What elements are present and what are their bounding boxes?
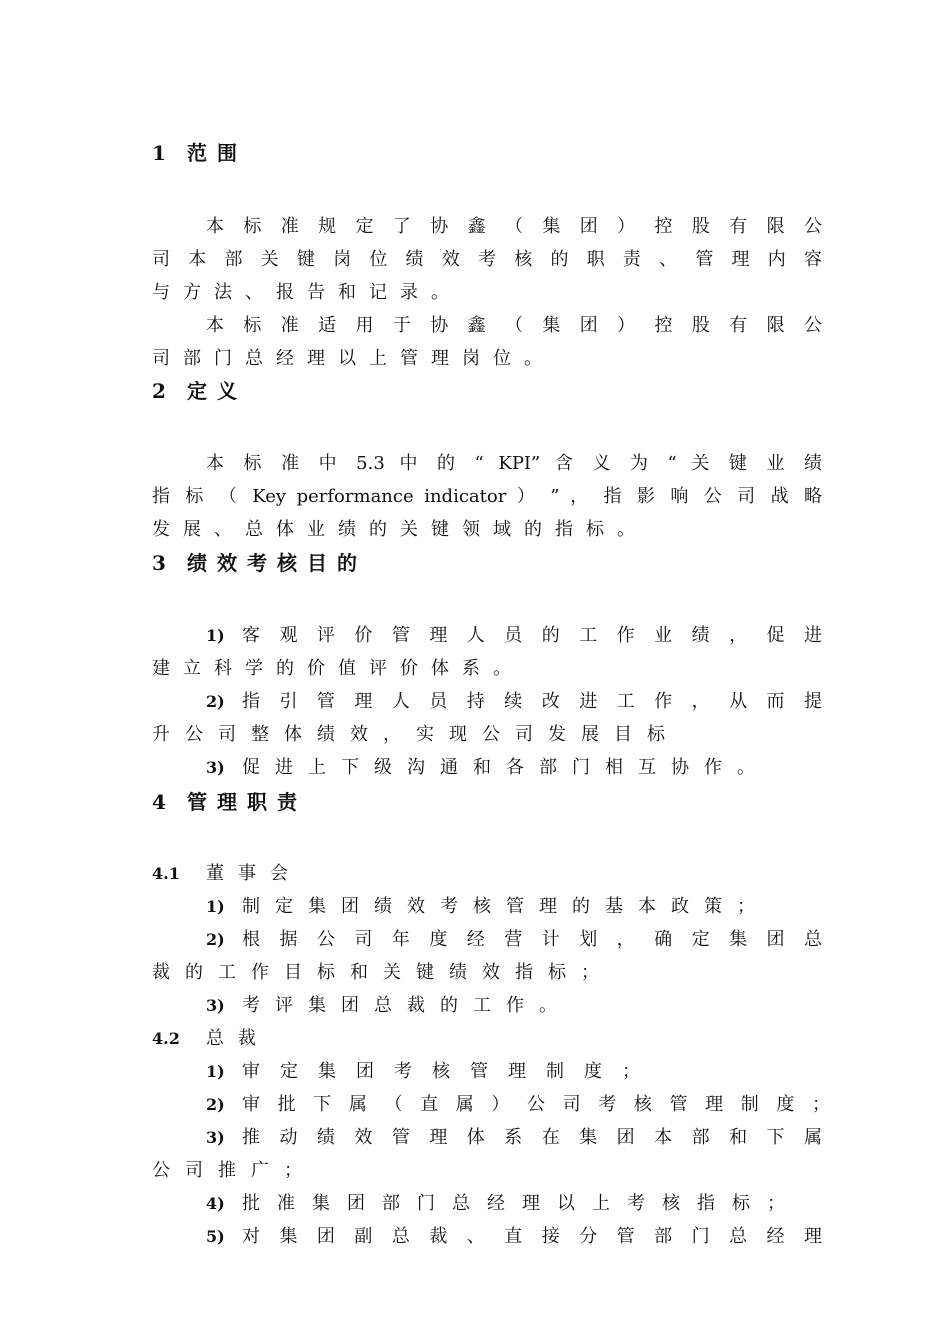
section-number: 4 bbox=[152, 790, 166, 814]
subsection-title: 董事会 bbox=[206, 863, 302, 884]
list-ordinal: 3) bbox=[206, 1128, 225, 1147]
section-title: 定义 bbox=[187, 379, 247, 403]
list-ordinal: 3) bbox=[206, 758, 225, 777]
list-text: 审定集团考核管理制度； bbox=[242, 1061, 660, 1082]
list-ordinal: 3) bbox=[206, 996, 225, 1015]
list-ordinal: 2) bbox=[206, 692, 225, 711]
list-ordinal: 4) bbox=[206, 1194, 225, 1213]
list-text: 制定集团绩效考核管理的基本政策； bbox=[242, 896, 770, 917]
paragraph-line: 公司推广； bbox=[152, 1160, 317, 1181]
paragraph-line: 司部门总经理以上管理岗位。 bbox=[152, 348, 555, 369]
list-ordinal: 1) bbox=[206, 1062, 225, 1081]
paragraph-line: 本标准适用于协鑫（集团）控股有限公 bbox=[206, 315, 822, 336]
list-text: 促进上下级沟通和各部门相互协作。 bbox=[242, 757, 770, 778]
paragraph-line: 建立科学的价值评价体系。 bbox=[152, 658, 524, 679]
subsection-number: 4.1 bbox=[152, 864, 180, 883]
section-1-heading bbox=[152, 138, 822, 168]
section-3-heading bbox=[152, 548, 822, 578]
paragraph-line: 裁的工作目标和关键绩效指标； bbox=[152, 962, 614, 983]
subsection-4-1-heading bbox=[152, 861, 822, 887]
list-text: 推动绩效管理体系在集团本部和下属 bbox=[242, 1127, 822, 1148]
list-text: 客观评价管理人员的工作业绩，促进 bbox=[242, 625, 822, 646]
section-number: 2 bbox=[152, 379, 166, 403]
list-item bbox=[206, 927, 822, 953]
section-4-heading bbox=[152, 787, 822, 817]
paragraph-line: 指 标 （ Key performance indicator ） ” ， 指 影 响 公 司 战 略 bbox=[152, 486, 822, 507]
list-ordinal: 2) bbox=[206, 930, 225, 949]
paragraph-line: 升公司整体绩效，实现公司发展目标 bbox=[152, 724, 680, 745]
subsection-4-2-heading bbox=[152, 1026, 822, 1052]
section-2-heading bbox=[152, 376, 822, 406]
list-item bbox=[206, 1224, 822, 1250]
section-number: 3 bbox=[152, 551, 166, 575]
list-item bbox=[206, 1059, 822, 1085]
section-number: 1 bbox=[152, 141, 166, 165]
subsection-number: 4.2 bbox=[152, 1029, 180, 1048]
paragraph-line: 本 标 准 中 5.3 中 的 “ KPI” 含 义 为 “ 关 键 业 绩 bbox=[206, 453, 822, 474]
section-title: 绩效考核目的 bbox=[187, 551, 367, 575]
list-item bbox=[206, 993, 822, 1019]
list-text: 对集团副总裁、直接分管部门总经理 bbox=[242, 1226, 822, 1247]
list-item bbox=[206, 1125, 822, 1151]
section-title: 管理职责 bbox=[187, 790, 307, 814]
list-text: 审批下属（直属）公司考核管理制度； bbox=[242, 1094, 830, 1115]
list-item bbox=[206, 623, 822, 649]
paragraph-line: 司本部关键岗位绩效考核的职责、管理内容 bbox=[152, 249, 822, 270]
list-ordinal: 1) bbox=[206, 626, 225, 645]
list-text: 指引管理人员持续改进工作，从而提 bbox=[242, 691, 822, 712]
section-title: 范围 bbox=[187, 141, 247, 165]
list-text: 根据公司年度经营计划，确定集团总 bbox=[242, 929, 822, 950]
list-text: 考评集团总裁的工作。 bbox=[242, 995, 572, 1016]
list-ordinal: 1) bbox=[206, 897, 225, 916]
list-item bbox=[206, 894, 822, 920]
paragraph-line: 发展、总体业绩的关键领域的指标。 bbox=[152, 519, 648, 540]
list-item bbox=[206, 1191, 822, 1217]
list-item bbox=[206, 689, 822, 715]
list-item bbox=[206, 755, 822, 781]
list-ordinal: 5) bbox=[206, 1227, 225, 1246]
subsection-title: 总裁 bbox=[206, 1028, 270, 1049]
list-item bbox=[206, 1092, 830, 1118]
paragraph-line: 与方法、报告和记录。 bbox=[152, 282, 462, 303]
paragraph-line: 本标准规定了协鑫（集团）控股有限公 bbox=[206, 216, 822, 237]
list-ordinal: 2) bbox=[206, 1095, 225, 1114]
list-text: 批准集团部门总经理以上考核指标； bbox=[242, 1193, 802, 1214]
